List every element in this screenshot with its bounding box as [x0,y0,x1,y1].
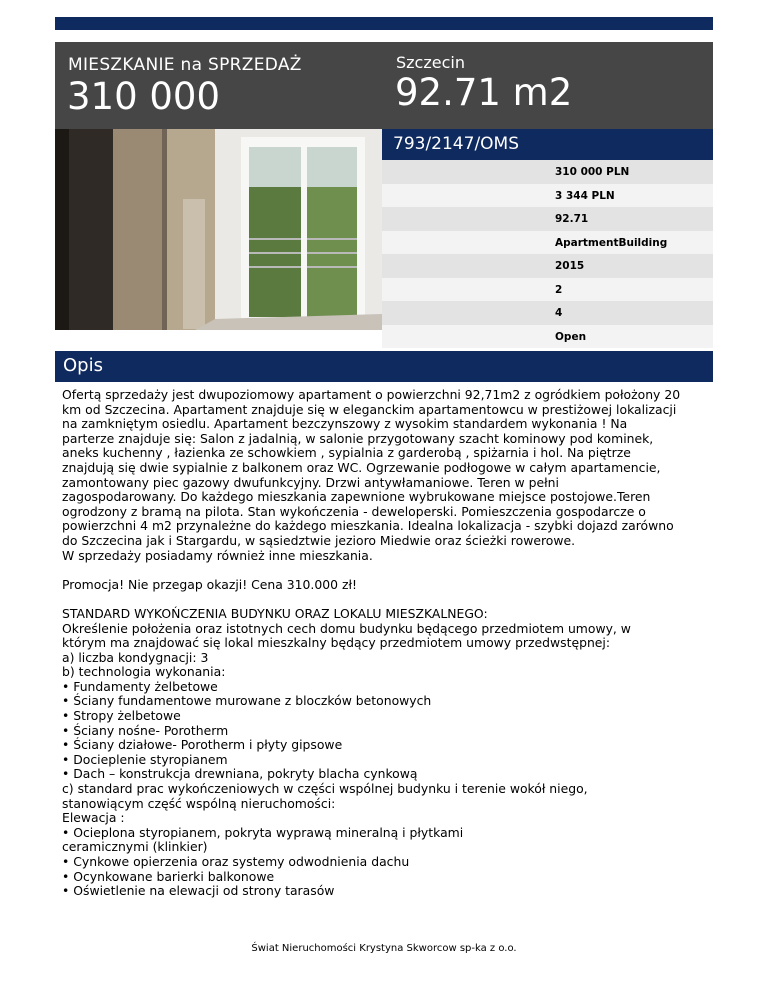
detail-value: 3 344 PLN [555,189,615,202]
listing-area: 92.71 m2 [395,71,573,114]
detail-value: 2015 [555,260,585,272]
description-line: znajdują się dwie sypialnie z balkonem oraz WC. Ogrzewanie podłogowe w całym apartamencie, [62,459,661,475]
description-line [62,592,722,607]
apartment-photo [55,129,382,330]
description-line: • Oświetlenie na elewacji od strony tarasów [62,883,335,899]
description-line: zagospodarowany. Do każdego mieszkania zapewnione wybrukowane miejsce postojowe.Teren [62,489,651,505]
description-line: b) technologia wykonania: [62,664,226,680]
description-line: zamontowany piec gazowy dwufunkcyjny. Drzwi antywłamaniowe. Teren w pełni [62,474,559,490]
detail-row [382,254,713,278]
listing-header [55,42,713,129]
description-line: • Ściany działowe- Porotherm i płyty gipsowe [62,737,343,753]
detail-row [382,325,713,349]
description-line [62,563,722,578]
detail-row [382,184,713,208]
description-line: STANDARD WYKOŃCZENIA BUDYNKU ORAZ LOKALU MIESZKALNEGO: [62,605,488,621]
description-line: • Ściany fundamentowe murowane z bloczków betonowych [62,693,432,709]
section-title: Opis [63,355,103,376]
description-line: • Fundamenty żelbetowe [62,678,218,694]
description-line: • Ocieplona styropianem, pokryta wyprawą mineralną i płytkami [62,824,464,840]
description-line: do Szczecina jak i Stargardu, w sąsiedztwie jezioro Miedwie oraz ścieżki rowerowe. [62,532,576,548]
description-line: którym ma znajdować się lokal mieszkalny będący przedmiotem umowy przedwstępnej: [62,635,611,651]
detail-value: ApartmentBuilding [555,236,668,249]
description-line: na zamkniętym osiedlu. Apartament bezczynszowy z wysokim standardem wykonania ! Na [62,416,628,432]
listing-city: Szczecin [396,53,465,72]
detail-value: 92.71 [555,213,589,225]
detail-value: 4 [555,307,563,319]
detail-value: 2 [555,283,563,296]
description-line: stanowiącym część wspólną nieruchomości: [62,795,336,811]
description-line: • Docieplenie styropianem [62,751,228,767]
detail-row [382,231,713,255]
description-line: km od Szczecina. Apartament znajduje się w eleganckim apartamentowcu w prestiżowej lokalizacji [62,401,677,417]
description-line: • Dach – konstrukcja drewniana, pokryty blacha cynkową [62,766,418,782]
description-line: a) liczba kondygnacji: 3 [62,649,209,665]
reference-number-bar [382,129,713,160]
reference-number: 793/2147/OMS [393,134,520,154]
listing-type: MIESZKANIE na SPRZEDAŻ [68,55,302,75]
description-line: c) standard prac wykończeniowych w części wspólnej budynku i terenie wokół niego, [62,781,588,797]
description-header [55,351,713,382]
description-line: powierzchni 4 m2 przynależne do każdego mieszkania. Idealna lokalizacja - szybki dojazd zarówno [62,518,674,534]
description-line: • Ściany nośne- Porotherm [62,722,229,738]
description-line: • Ocynkowane barierki balkonowe [62,868,275,884]
detail-row [382,160,713,184]
description-line: aneks kuchenny , łazienka ze schowkiem , sypialnia z garderobą , spiżarnia i hol. Na piętrze [62,445,631,461]
description-line: parterze znajduje się: Salon z jadalnią, w salonie przygotowany szacht kominowy pod kominek, [62,430,654,446]
details-table [382,160,713,348]
description-line: • Cynkowe opierzenia oraz systemy odwodnienia dachu [62,854,410,869]
detail-row [382,278,713,302]
detail-row [382,207,713,231]
description-text [62,388,722,899]
description-line: Promocja! Nie przegap okazji! Cena 310.000 zł! [62,576,357,592]
listing-price: 310 000 [67,75,221,118]
description-line: ceramicznymi (klinkier) [62,839,208,855]
footer-company: Świat Nieruchomości Krystyna Skworcow sp-ka z o.o. [251,943,517,954]
description-line: ogrodzony z bramą na pilota. Stan wykończenia - deweloperski. Pomieszczenia gospodarcze o [62,503,646,519]
detail-row [382,301,713,325]
description-line: • Stropy żelbetowe [62,708,181,724]
detail-value: Open [555,330,587,343]
description-line: W sprzedaży posiadamy również inne mieszkania. [62,547,373,563]
description-line: Ofertą sprzedaży jest dwupoziomowy apartament o powierzchni 92,71m2 z ogródkiem położony 20 [62,387,681,402]
top-accent-bar [55,17,713,30]
description-line: Elewacja : [62,810,125,826]
description-line: Określenie położenia oraz istotnych cech domu budynku będącego przedmiotem umowy, w [62,620,631,636]
detail-value: 310 000 PLN [555,166,630,178]
